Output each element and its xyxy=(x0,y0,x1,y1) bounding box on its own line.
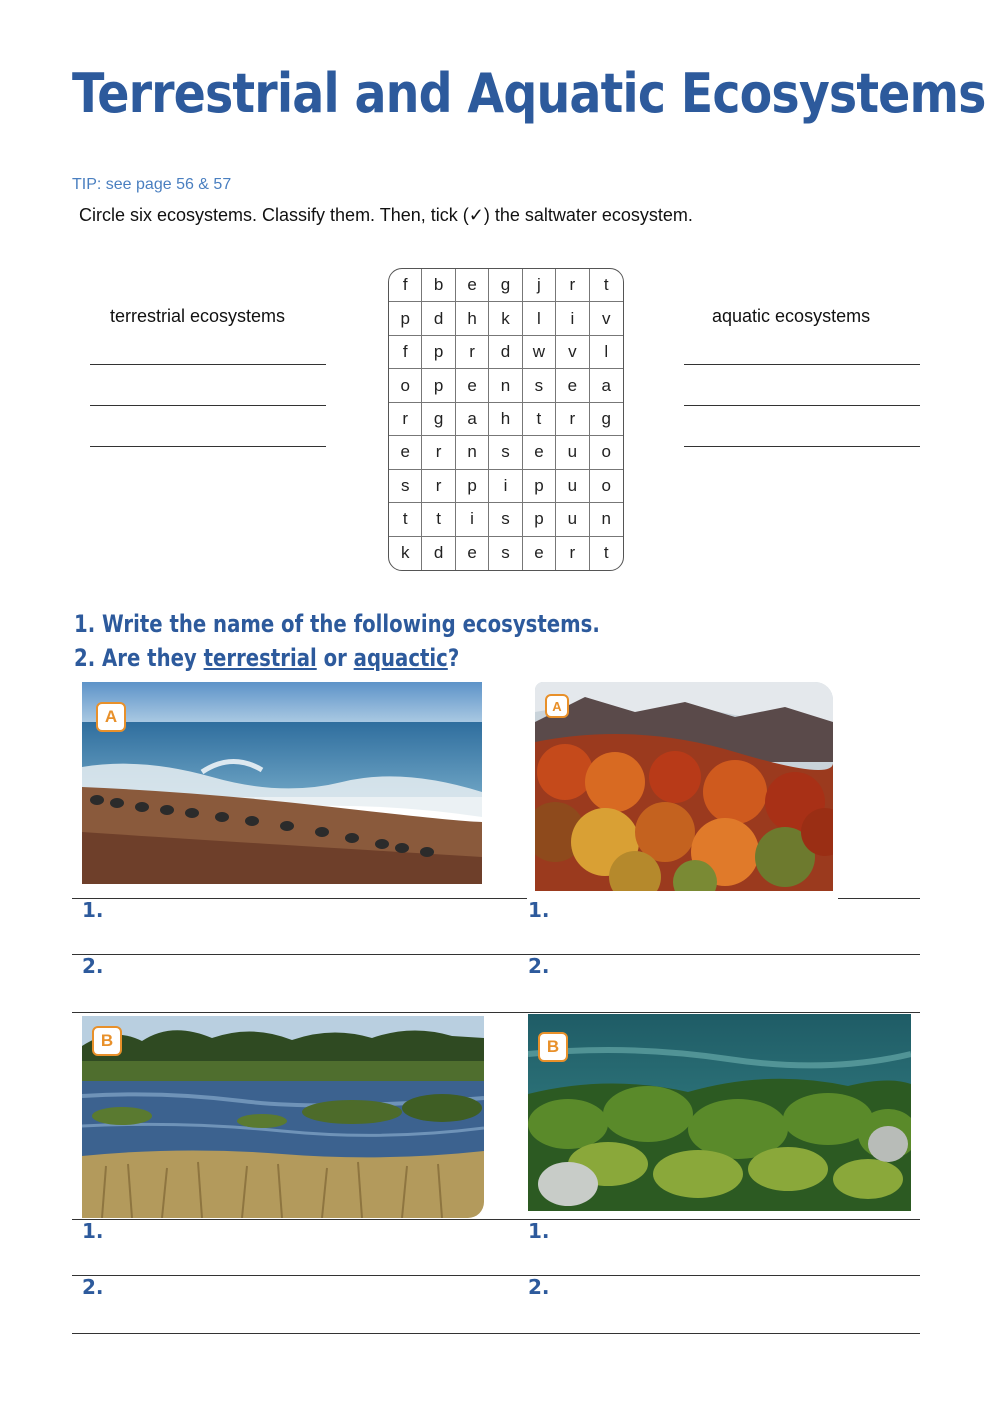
answer-line-b-mid xyxy=(72,1275,920,1276)
word-search-cell[interactable]: u xyxy=(556,436,589,469)
answer-line-a-left-top xyxy=(72,898,527,899)
word-search-cell[interactable]: e xyxy=(523,537,556,570)
word-search-cell[interactable]: o xyxy=(389,369,422,402)
label-2-underwater: 2. xyxy=(528,1275,550,1299)
word-search-cell[interactable]: w xyxy=(523,336,556,369)
forest-photo xyxy=(535,682,833,891)
word-search-cell[interactable]: i xyxy=(456,503,489,536)
aquatic-answer-line-1 xyxy=(684,364,920,365)
question-2 xyxy=(74,644,459,672)
question-1: 1. Write the name of the following ecosystems. xyxy=(74,610,600,638)
label-1-forest: 1. xyxy=(528,898,550,922)
word-search-cell[interactable]: p xyxy=(422,369,455,402)
word-search-cell[interactable]: g xyxy=(422,403,455,436)
forest-type-input[interactable] xyxy=(556,978,920,1006)
word-search-cell[interactable]: e xyxy=(456,537,489,570)
word-search-cell[interactable]: e xyxy=(389,436,422,469)
word-search-cell[interactable]: f xyxy=(389,269,422,302)
word-search-cell[interactable]: u xyxy=(556,503,589,536)
word-search-cell[interactable]: k xyxy=(489,302,522,335)
word-search-cell[interactable]: s xyxy=(523,369,556,402)
word-search-cell[interactable]: u xyxy=(556,470,589,503)
underwater-photo xyxy=(528,1014,911,1211)
option-aquactic: aquactic xyxy=(353,644,448,672)
word-search-cell[interactable]: s xyxy=(489,503,522,536)
underwater-type-input[interactable] xyxy=(556,1298,920,1326)
label-1-wetland: 1. xyxy=(82,1219,104,1243)
label-1-underwater: 1. xyxy=(528,1219,550,1243)
aquatic-answer-line-3 xyxy=(684,446,920,447)
word-search-cell[interactable]: s xyxy=(489,436,522,469)
word-search-grid xyxy=(388,268,624,571)
word-search-cell[interactable]: g xyxy=(590,403,623,436)
label-2-forest: 2. xyxy=(528,954,550,978)
word-search-cell[interactable]: p xyxy=(389,302,422,335)
badge-a-forest: A xyxy=(545,694,569,718)
answer-line-a-bottom xyxy=(72,1012,920,1013)
aquatic-answer-line-2 xyxy=(684,405,920,406)
label-2-wetland: 2. xyxy=(82,1275,104,1299)
word-search-cell[interactable]: e xyxy=(523,436,556,469)
word-search-cell[interactable]: a xyxy=(590,369,623,402)
question-2-suffix: ? xyxy=(447,644,460,672)
word-search-cell[interactable]: d xyxy=(422,302,455,335)
word-search-cell[interactable]: a xyxy=(456,403,489,436)
word-search-cell[interactable]: i xyxy=(556,302,589,335)
question-2-mid: or xyxy=(316,644,354,672)
word-search-cell[interactable]: t xyxy=(590,269,623,302)
word-search-cell[interactable]: o xyxy=(590,470,623,503)
wetland-name-input[interactable] xyxy=(110,1242,514,1270)
word-search-cell[interactable]: r xyxy=(422,436,455,469)
word-search-cell[interactable]: g xyxy=(489,269,522,302)
terrestrial-answer-input-1[interactable] xyxy=(92,340,328,364)
word-search-cell[interactable]: i xyxy=(489,470,522,503)
word-search-cell[interactable]: r xyxy=(389,403,422,436)
word-search-cell[interactable]: t xyxy=(603,543,609,563)
label-2-coast: 2. xyxy=(82,954,104,978)
badge-b-underwater: B xyxy=(538,1032,568,1062)
aquatic-answer-input-2[interactable] xyxy=(686,381,922,405)
word-search-cell[interactable]: p xyxy=(523,503,556,536)
wetland-type-input[interactable] xyxy=(110,1298,514,1326)
word-search-cell[interactable]: e xyxy=(456,369,489,402)
terrestrial-answer-line-1 xyxy=(90,364,326,365)
word-search-cell[interactable]: h xyxy=(489,403,522,436)
terrestrial-label: terrestrial ecosystems xyxy=(110,306,286,326)
word-search-cell[interactable]: k xyxy=(389,537,422,570)
word-search-cell[interactable]: s xyxy=(489,537,522,570)
answer-line-a-mid xyxy=(72,954,920,955)
word-search-cell[interactable]: r xyxy=(556,537,589,570)
instruction-text: Circle six ecosystems. Classify them. Then, tick (✓) the saltwater ecosystem. xyxy=(79,205,693,225)
word-search-cell[interactable]: r xyxy=(556,403,589,436)
question-2-prefix: 2. Are they xyxy=(74,644,204,672)
word-search-cell[interactable]: v xyxy=(556,336,589,369)
label-1-coast: 1. xyxy=(82,898,104,922)
word-search-cell[interactable]: f xyxy=(389,336,422,369)
word-search-cell[interactable]: r xyxy=(422,470,455,503)
word-search-cell[interactable]: r xyxy=(456,336,489,369)
word-search-cell[interactable]: t xyxy=(389,503,422,536)
aquatic-answer-input-1[interactable] xyxy=(686,340,922,364)
word-search-cell[interactable]: v xyxy=(590,302,623,335)
terrestrial-answer-line-3 xyxy=(90,446,326,447)
coast-type-input[interactable] xyxy=(110,978,514,1006)
word-search-cell[interactable]: d xyxy=(489,336,522,369)
word-search-cell[interactable]: p xyxy=(456,470,489,503)
word-search-cell[interactable]: e xyxy=(556,369,589,402)
page-title: Terrestrial and Aquatic Ecosystems xyxy=(72,62,986,125)
terrestrial-answer-line-2 xyxy=(90,405,326,406)
answer-line-b-top xyxy=(72,1219,920,1220)
option-terrestrial: terrestrial xyxy=(203,644,317,672)
word-search-cell[interactable]: n xyxy=(489,369,522,402)
word-search-cell[interactable]: e xyxy=(456,269,489,302)
word-search-cell[interactable]: t xyxy=(523,403,556,436)
word-search-cell[interactable]: s xyxy=(389,470,422,503)
aquatic-label: aquatic ecosystems xyxy=(712,306,871,326)
answer-line-b-bottom xyxy=(72,1333,920,1334)
word-search-cell[interactable]: h xyxy=(456,302,489,335)
word-search-cell[interactable]: o xyxy=(590,436,623,469)
word-search-cell[interactable]: t xyxy=(422,503,455,536)
badge-b-wetland: B xyxy=(92,1026,122,1056)
terrestrial-answer-input-2[interactable] xyxy=(92,381,328,405)
word-search-cell[interactable]: p xyxy=(523,470,556,503)
word-search-cell[interactable]: l xyxy=(523,302,556,335)
aquatic-answer-input-3[interactable] xyxy=(686,422,922,446)
word-search-cell[interactable]: b xyxy=(422,269,455,302)
coast-name-input[interactable] xyxy=(110,920,514,948)
answer-line-a-right-top xyxy=(838,898,920,899)
word-search-cell[interactable]: l xyxy=(590,336,623,369)
word-search-cell[interactable]: r xyxy=(556,269,589,302)
underwater-name-input[interactable] xyxy=(556,1242,920,1270)
tip-text: TIP: see page 56 & 57 xyxy=(72,176,232,193)
word-search-cell[interactable]: n xyxy=(456,436,489,469)
terrestrial-answer-input-3[interactable] xyxy=(92,422,328,446)
coast-photo xyxy=(82,682,482,884)
wetland-photo xyxy=(82,1016,484,1218)
forest-name-input[interactable] xyxy=(556,920,920,948)
word-search-cell[interactable]: n xyxy=(590,503,623,536)
word-search-cell[interactable]: j xyxy=(523,269,556,302)
badge-a-coast: A xyxy=(96,702,126,732)
word-search-cell[interactable]: p xyxy=(422,336,455,369)
word-search-cell[interactable]: d xyxy=(422,537,455,570)
